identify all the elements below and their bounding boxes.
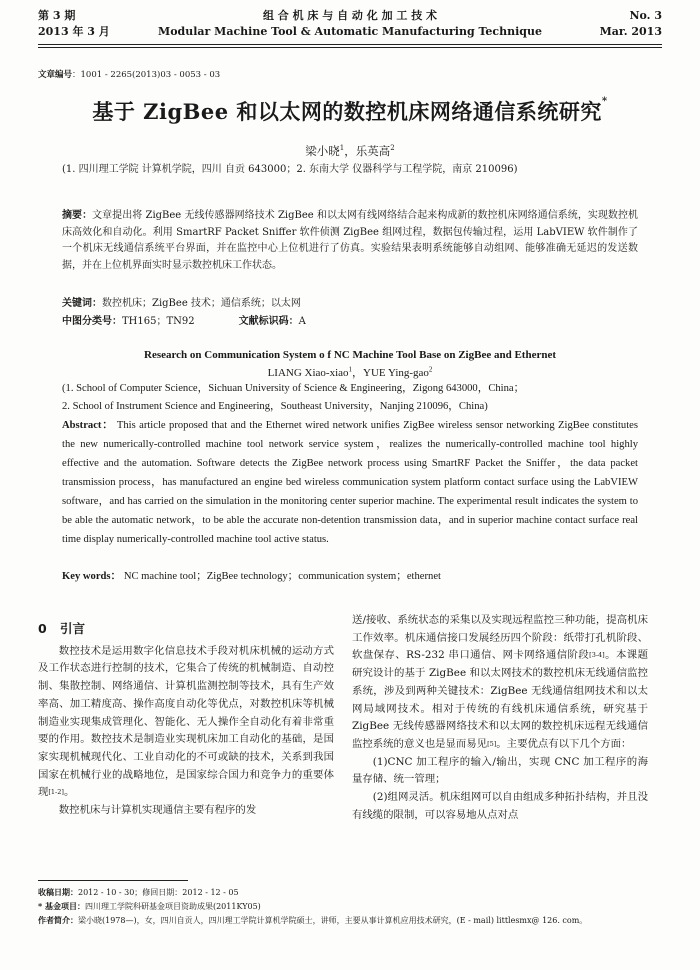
english-author-2: YUE Ying-gao (363, 367, 429, 379)
title-footnote-mark: * (601, 96, 608, 107)
intro-p1-end: 。 (63, 786, 75, 799)
english-title: Research on Communication System o f NC Machine Tool Base on ZigBee and Ethernet (144, 349, 556, 361)
author-bio-label: 作者简介： (38, 915, 78, 925)
keywords-cn (62, 294, 638, 309)
issue-en: No. 3 (629, 9, 662, 22)
author-sep: ， (344, 144, 356, 158)
author-bio-text: 梁小晓(1978—)，女，四川自贡人，四川理工学院计算机学院硕士，讲师，主要从事计算机应用技术研究，(E - mail) littlesmx@ 126. com。 (78, 916, 588, 925)
english-author-sep: ， (352, 367, 364, 379)
received-text: 2012 - 10 - 30；修回日期：2012 - 12 - 05 (78, 888, 239, 897)
date-cn: 2013 年 3 月 (38, 25, 110, 38)
intro-r1-text: 送/接收、系统状态的采集以及实现远程监控三种功能，提高机床工作效率。机床通信接口发展经历四个阶段：纸带打孔机阶段、软盘保存、RS-232 串口通信、网卡网络通信阶段 (352, 614, 648, 662)
citation-5: [5] (487, 739, 497, 748)
journal-name-cn: 组 合 机 床 与 自 动 化 加 工 技 术 (262, 9, 438, 22)
header-rule-bottom (38, 47, 662, 48)
article-number-label: 文章编号 (38, 70, 73, 80)
classification-line (62, 312, 638, 327)
intro-r1-end: 。主要优点有以下几个方面： (496, 737, 632, 750)
english-abstract (62, 416, 638, 549)
abstract-cn-text: 文章提出将 ZigBee 无线传感器网络技术 ZigBee 和以太网有线网络结合起来构成新的数控机床网络通信系统，实现数控机床高效化和自动化。利用 SmartRF Packet Sniffer 软件侦测 ZigBee 组网过程，数据包传输过程，运用 LabVIEW 软件制作了一个机床无线通信系统平台界面，并在监控中心上位机进行了仿真。实验结果表明系统能够自动组网、能够准确无延迟的发送数据，并在上位机界面实时显示数控机床工作状态。 (62, 210, 638, 271)
doc-code-value: A (298, 316, 306, 327)
citation-1-2: [1-2] (48, 788, 64, 797)
author-2: 乐英高 (355, 144, 391, 158)
header-center (158, 8, 542, 40)
footnote-received (38, 886, 662, 899)
english-keywords (62, 568, 638, 583)
author-2-sup: 2 (390, 144, 395, 153)
abstract-cn (62, 208, 638, 274)
body-column-right (352, 612, 648, 824)
fund-label: * 基金项目： (38, 901, 85, 911)
section-heading-intro (38, 620, 334, 638)
intro-r1-mid: 。本课题研究设计的基于 ZigBee 和以太网技术的数控机床无线通信监控系统，涉及到两种关键技术：ZigBee 无线通信组网技术和以太网局域网技术。相对于传统的有线机床通信系统，研究基于 ZigBee 无线传感器网络技术和以太网的数控机床远程无线通信监控系统的意义也是显而易见 (352, 649, 649, 750)
body-column-left (38, 620, 334, 820)
paper-title (30, 96, 670, 126)
advantage-2: (2)组网灵活。机床组网可以自由组成多种拓扑结构，并且没有线缆的限制，可以容易地从点对点 (352, 791, 648, 821)
english-abstract-text: This article proposed that and the Ethernet wired network unifies ZigBee wireless sensor networking ZigBee constitutes the new numerically-controlled machine tool network service system，realizes the numerically-controlled machine tool highly effective and the automation. Software detects the ZigBee network process using SmartRF Packet the Sniffer，the data packet transmission process，has manufactured an engine bed wireless communication system platform contact surface using the LabVIEW software，and has carried on the simulation in the monitoring center superior machine. The experimental result indicates the system to be able the automatic network，to be able the accurate non-detention transmission data，and in superior machine contact surface real time display numerically-controlled machine tool active status. (62, 420, 638, 545)
english-authors (0, 364, 700, 380)
section-title: 引言 (60, 621, 86, 636)
paper-title-text: 基于 ZigBee 和以太网的数控机床网络通信系统研究 (92, 99, 602, 124)
received-label: 收稿日期： (38, 887, 78, 897)
english-affiliation-2: 2. School of Instrument Science and Engineering，Southeast University，Nanjing 210096，China) (62, 401, 488, 412)
header-rule-top (38, 44, 662, 45)
english-author-1-sup: 1 (348, 365, 353, 374)
keywords-cn-label: 关键词： (62, 298, 102, 309)
citation-3-4: [3-4] (589, 651, 605, 660)
header-left (38, 8, 110, 40)
english-keywords-label: Key words： (62, 571, 122, 582)
journal-name-en: Modular Machine Tool & Automatic Manufacturing Technique (158, 25, 542, 38)
intro-paragraph-2: 数控机床与计算机实现通信主要有程序的发 (58, 804, 257, 817)
section-number: 0 (38, 621, 47, 636)
abstract-cn-label: 摘要： (62, 210, 93, 221)
doc-code-label: 文献标识码： (238, 316, 299, 327)
author-1-sup: 1 (339, 144, 345, 153)
english-affiliation (62, 380, 638, 416)
clc-label: 中图分类号： (62, 316, 122, 327)
header-right (600, 8, 662, 40)
footnote-rule (38, 880, 188, 881)
english-abstract-label: Abstract： (62, 420, 114, 431)
running-header (38, 8, 662, 44)
fund-text: 四川理工学院科研基金项目资助成果(2011KY05) (84, 902, 261, 911)
advantage-1: (1)CNC 加工程序的输入/输出，实现 CNC 加工程序的海量存储、统一管理； (352, 755, 648, 786)
intro-p1-text: 数控技术是运用数字化信息技术手段对机床机械的运动方式及工作状态进行控制的技术，它集合了传统的机械制造、自动控制、集散控制、网络通信、计算机监测控制等技术，具有生产效率高、加工精度高、操作高度自动化等优点，对数控机床等机械制造业实现集成管理化、智能化、无人操作全自动化有着非常重要的作用。数控技术是制造业实现机床加工自动化的基础，是国家实现机械现代化、工业自动化的不可或缺的技术，关系到我国国家在机械行业的战略地位，是国家综合国力和竞争力的重要体现 (38, 644, 334, 799)
clc-value: TH165；TN92 (122, 316, 195, 327)
affiliation-cn: (1. 四川理工学院 计算机学院，四川 自贡 643000；2. 东南大学 仪器科学与工程学院，南京 210096) (62, 164, 518, 175)
english-author-2-sup: 2 (428, 365, 433, 374)
english-affiliation-1: (1. School of Computer Science，Sichuan University of Science & Engineering，Zigong 643000，China； (62, 383, 525, 394)
intro-paragraph-1 (38, 643, 334, 802)
english-author-1: LIANG Xiao-xiao (267, 367, 349, 379)
article-number (38, 68, 220, 80)
article-number-value: ：1001 - 2265(2013)03 - 0053 - 03 (72, 70, 221, 80)
authors-cn (0, 143, 700, 159)
issue-cn: 第 3 期 (38, 9, 76, 22)
intro-paragraph-2-cont (352, 612, 648, 754)
author-1: 梁小晓 (305, 144, 340, 158)
keywords-cn-text: 数控机床；ZigBee 技术；通信系统；以太网 (102, 298, 301, 309)
footnote-fund (38, 900, 662, 913)
footnote-author (38, 914, 662, 927)
english-keywords-text: NC machine tool；ZigBee technology；communication system；ethernet (123, 571, 441, 582)
date-en: Mar. 2013 (599, 25, 662, 38)
